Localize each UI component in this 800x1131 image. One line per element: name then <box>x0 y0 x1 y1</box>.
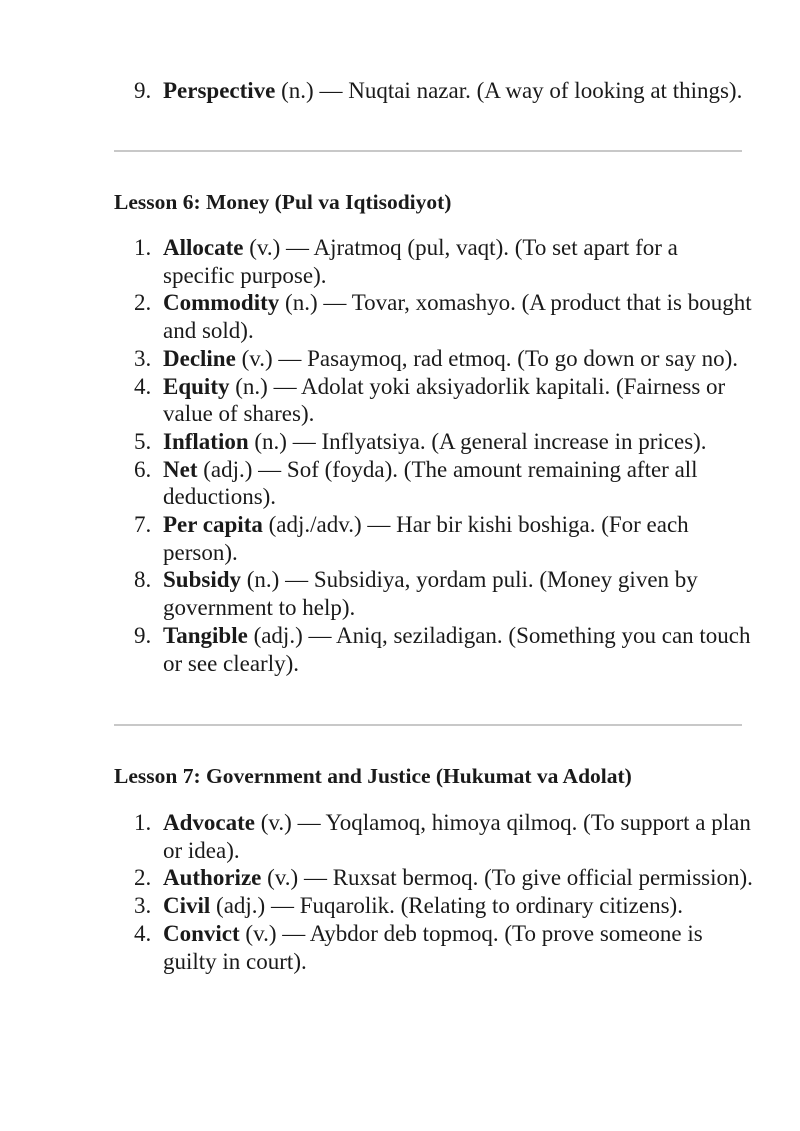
item-number: 6. <box>134 456 152 482</box>
part-of-speech: (adj./adv.) <box>262 512 362 538</box>
item-number: 3. <box>134 893 152 919</box>
definition: — Yoqlamoq, himoya qilmoq. (To support a plan or idea). <box>163 810 751 863</box>
vocab-term: Civil <box>163 893 211 919</box>
item-number: 4. <box>134 373 152 399</box>
definition: — Ajratmoq (pul, vaqt). (To set apart for a specific purpose). <box>163 235 678 288</box>
list-item <box>134 920 754 975</box>
definition: — Adolat yoki aksiyadorlik kapitali. (Fairness or value of shares). <box>163 373 726 427</box>
list-item <box>134 892 754 920</box>
list-item <box>134 566 754 621</box>
definition: — Sof (foyda). (The amount remaining after all deductions). <box>163 456 698 510</box>
definition: — Subsidiya, yordam puli. (Money given by government to help). <box>163 567 698 621</box>
list-item <box>134 77 754 105</box>
part-of-speech: (n.) <box>248 428 287 454</box>
part-of-speech: (adj.) <box>210 893 266 919</box>
list-item <box>134 622 754 677</box>
item-number: 2. <box>134 290 152 316</box>
part-of-speech: (v.) <box>239 920 277 946</box>
list-item <box>134 864 754 892</box>
list-item <box>134 456 754 511</box>
vocab-term: Per capita <box>163 512 263 538</box>
definition: — Pasaymoq, rad etmoq. (To go down or say no). <box>272 345 738 371</box>
definition: — Aniq, seziladigan. (Something you can touch or see clearly). <box>163 622 751 676</box>
definition: — Nuqtai nazar. (A way of looking at things). <box>313 78 743 103</box>
section-divider <box>114 724 742 726</box>
item-number: 7. <box>134 512 152 538</box>
item-number: 9. <box>134 78 152 103</box>
part-of-speech: (n.) <box>241 567 280 593</box>
lesson-6-heading: Lesson 6: Money (Pul va Iqtisodiyot) <box>114 190 452 214</box>
part-of-speech: (adj.) <box>197 456 253 482</box>
part-of-speech: (v.) <box>235 345 273 371</box>
vocab-term: Commodity <box>163 290 280 316</box>
vocab-term: Perspective <box>163 78 276 103</box>
vocab-term: Authorize <box>163 865 262 891</box>
definition: — Fuqarolik. (Relating to ordinary citizens). <box>265 893 683 919</box>
part-of-speech: (adj.) <box>247 622 303 648</box>
definition: — Ruxsat bermoq. (To give official permission). <box>298 865 753 891</box>
lesson-7-heading: Lesson 7: Government and Justice (Hukumat va Adolat) <box>114 764 632 788</box>
vocab-term: Convict <box>163 920 240 946</box>
vocab-list-lesson-6 <box>134 234 754 677</box>
list-item <box>134 289 754 344</box>
vocab-term: Decline <box>163 345 236 371</box>
part-of-speech: (v.) <box>254 810 292 835</box>
item-number: 9. <box>134 622 152 648</box>
list-item <box>134 511 754 566</box>
item-number: 5. <box>134 428 152 454</box>
list-item <box>134 373 754 428</box>
list-item <box>134 809 754 864</box>
item-number: 3. <box>134 345 152 371</box>
vocab-list-previous-lesson <box>134 77 754 105</box>
section-divider <box>114 150 742 152</box>
definition: — Tovar, xomashyo. (A product that is bought and sold). <box>163 290 752 344</box>
definition: — Aybdor deb topmoq. (To prove someone is guilty in court). <box>163 920 703 974</box>
part-of-speech: (n.) <box>279 290 318 316</box>
list-item <box>134 345 754 373</box>
part-of-speech: (v.) <box>243 235 281 260</box>
item-number: 1. <box>134 810 152 835</box>
part-of-speech: (n.) <box>275 78 314 103</box>
vocab-term: Advocate <box>163 810 255 835</box>
vocab-term: Net <box>163 456 198 482</box>
part-of-speech: (n.) <box>229 373 268 399</box>
list-item <box>134 234 754 289</box>
vocab-term: Allocate <box>163 235 244 260</box>
vocab-term: Tangible <box>163 622 248 648</box>
vocab-list-lesson-7 <box>134 809 754 975</box>
item-number: 8. <box>134 567 152 593</box>
item-number: 2. <box>134 865 152 891</box>
vocab-term: Subsidy <box>163 567 242 593</box>
part-of-speech: (v.) <box>261 865 299 891</box>
vocab-term: Inflation <box>163 428 249 454</box>
item-number: 1. <box>134 235 152 260</box>
list-item <box>134 428 754 456</box>
item-number: 4. <box>134 920 152 946</box>
vocab-term: Equity <box>163 373 230 399</box>
definition: — Har bir kishi boshiga. (For each person). <box>163 512 689 565</box>
definition: — Inflyatsiya. (A general increase in prices). <box>286 428 707 454</box>
